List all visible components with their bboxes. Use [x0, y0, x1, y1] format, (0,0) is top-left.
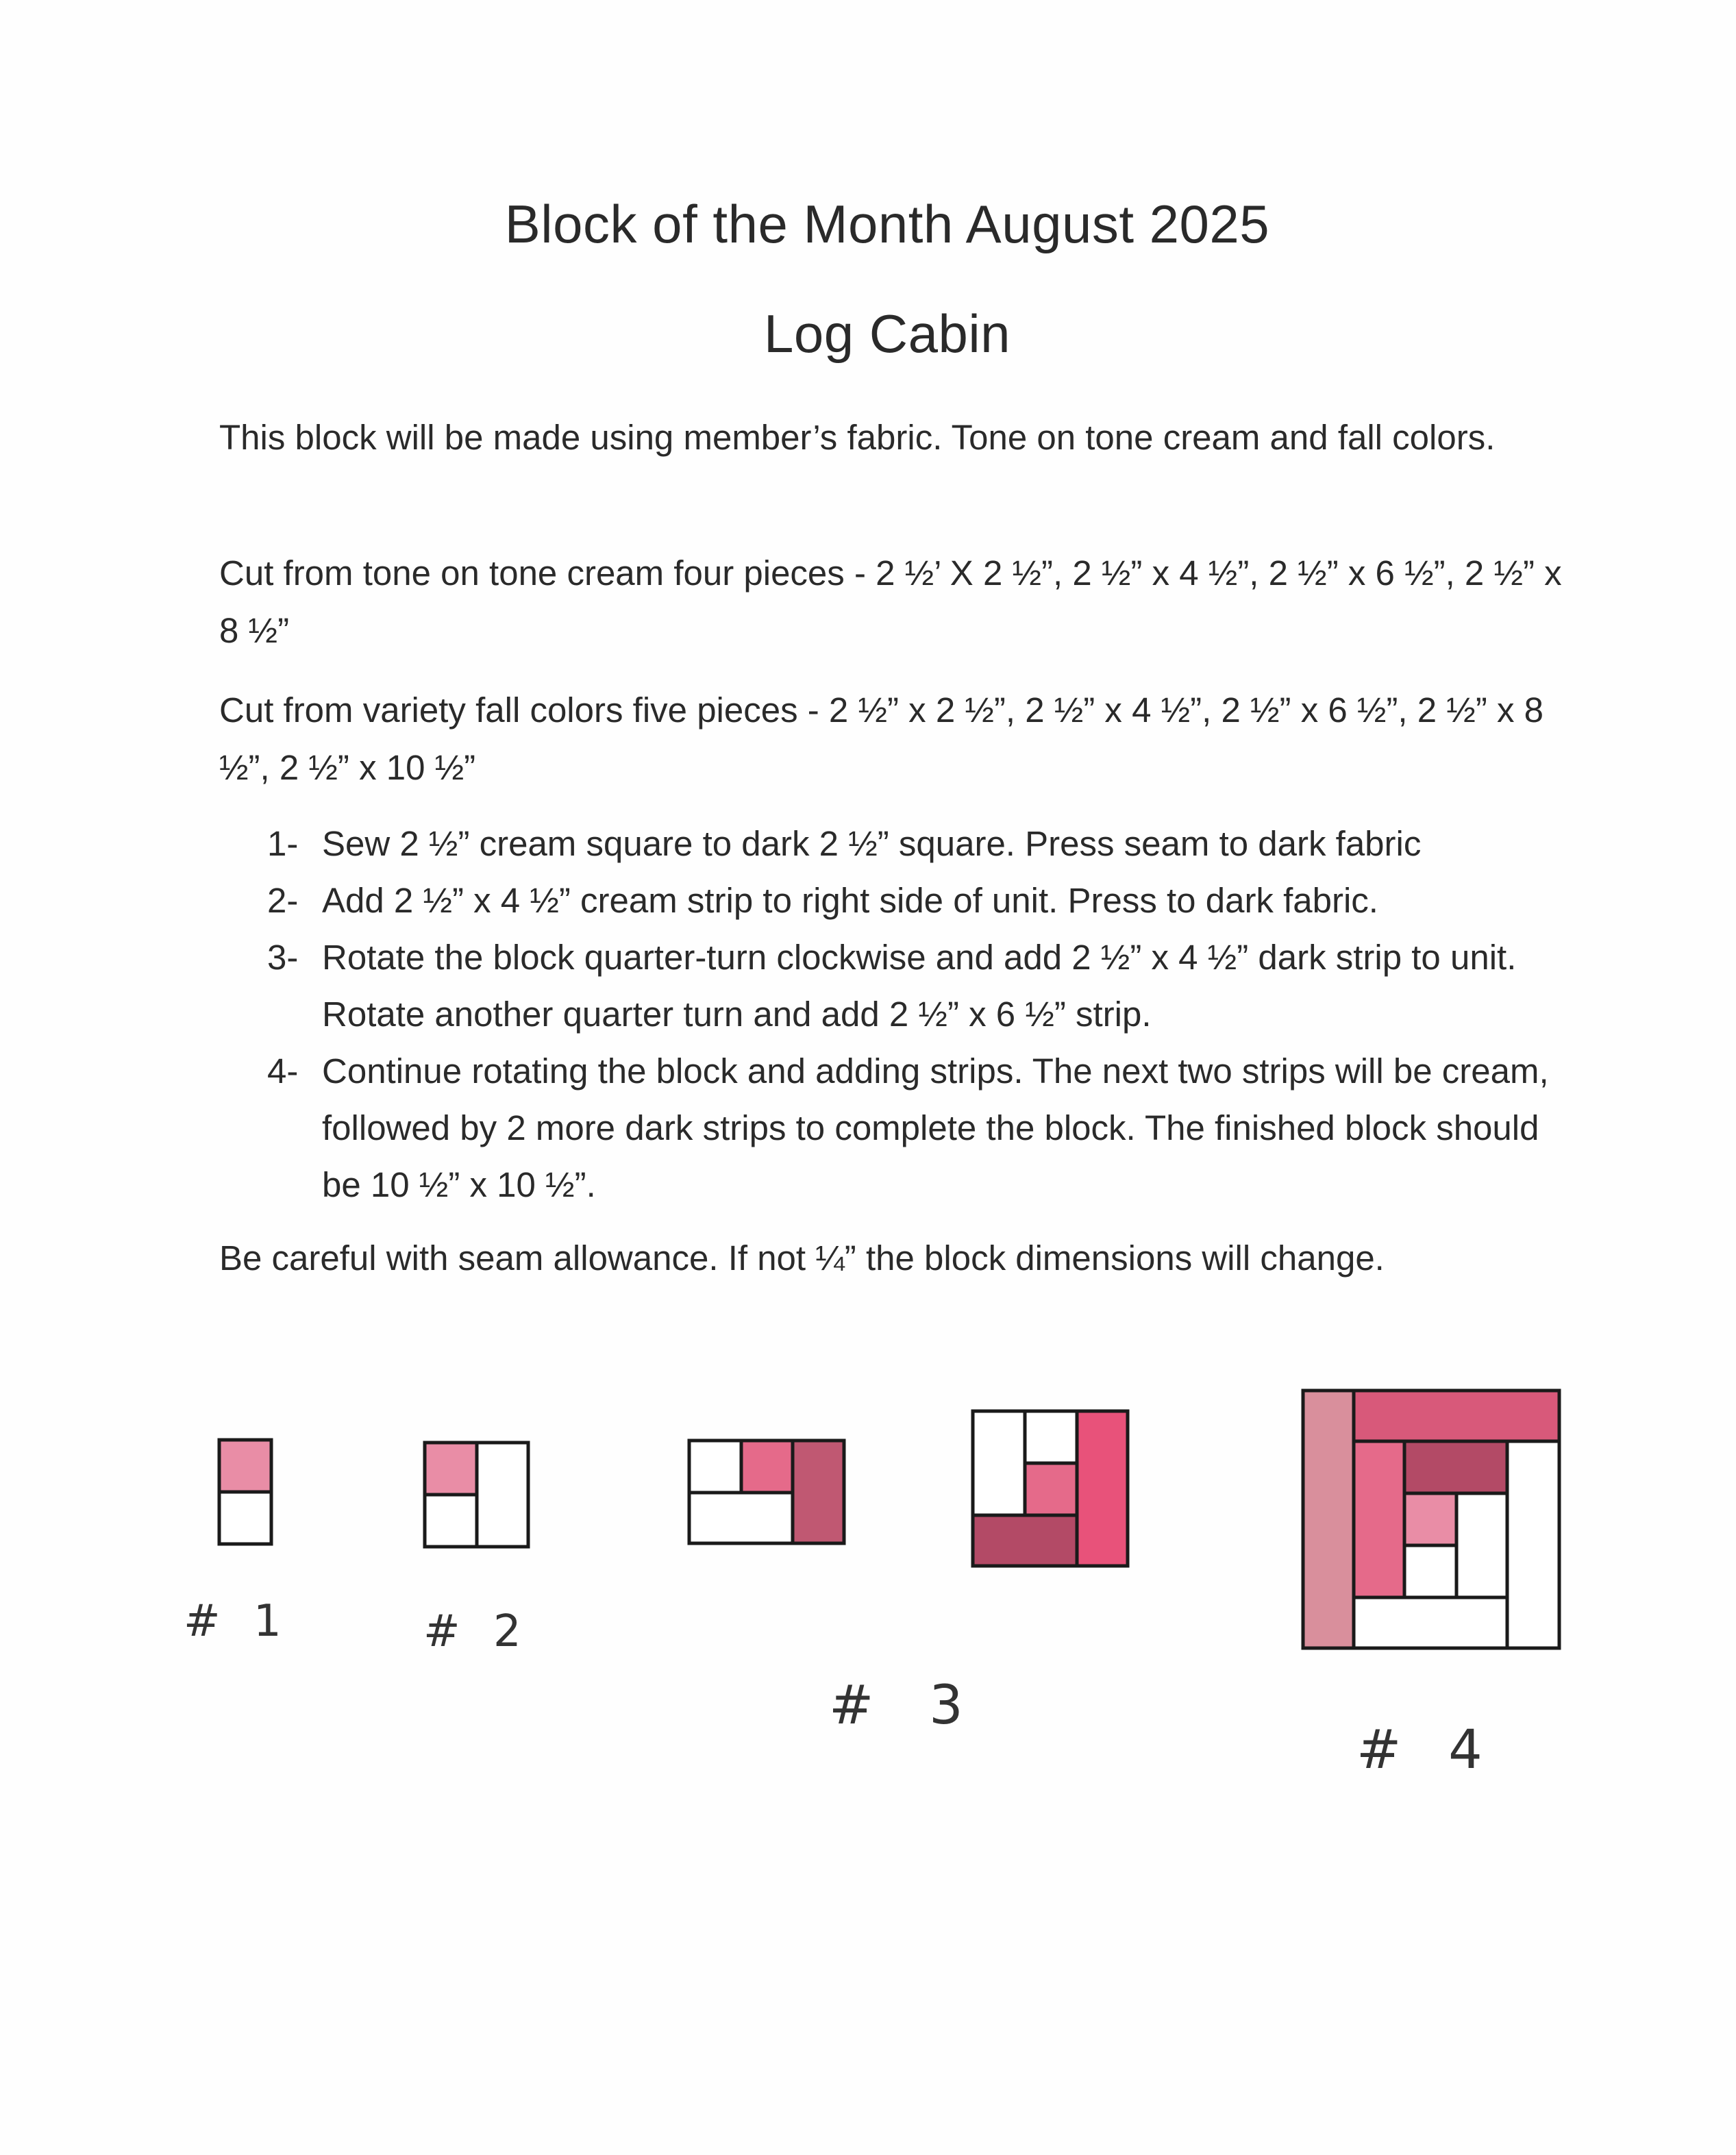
block-diagram-1: [219, 1440, 271, 1544]
dark-strip-left: [1303, 1391, 1354, 1648]
dark-strip-bottom: [973, 1515, 1077, 1566]
cream-strip-bottom: [1354, 1597, 1507, 1648]
block-diagram-2: [425, 1443, 528, 1547]
step-text: Rotate the block quarter-turn clockwise and add 2 ½” x 4 ½” dark strip to unit. Rotate another quarter turn and add 2 ½” x 6 ½” strip.: [322, 938, 1517, 1034]
dark-square: [1025, 1463, 1077, 1515]
dark-strip-top: [1354, 1391, 1559, 1441]
cream-strip-left: [973, 1411, 1025, 1515]
diagram-label-1: # 1: [184, 1596, 291, 1647]
step-text: Sew 2 ½” cream square to dark 2 ½” square. Press seam to dark fabric: [322, 824, 1422, 863]
cream-strip: [477, 1443, 528, 1547]
dark-strip-right: [1077, 1411, 1128, 1566]
block-diagram-3a: [689, 1441, 844, 1543]
cream-strip-inner-right: [1456, 1493, 1507, 1597]
cut-cream-paragraph: Cut from tone on tone cream four pieces - 2 ½’ X 2 ½”, 2 ½” x 4 ½”, 2 ½” x 6 ½”, 2 ½” x 8 ½”: [219, 553, 1562, 650]
dark-square: [219, 1440, 271, 1492]
step-text: Continue rotating the block and adding strips. The next two strips will be cream, followed by 2 more dark strips to complete the block. The finished block should be 10 ½” x 10 ½”.: [322, 1051, 1549, 1204]
block-diagram-4: [1303, 1391, 1559, 1648]
step-number: 2-: [267, 881, 299, 920]
cream-center-square: [1404, 1545, 1456, 1597]
step-text: Add 2 ½” x 4 ½” cream strip to right side of unit. Press to dark fabric.: [322, 881, 1378, 920]
step-number: 3-: [267, 938, 299, 977]
cream-square: [219, 1492, 271, 1544]
page-subtitle: Log Cabin: [763, 303, 1011, 364]
cream-strip: [689, 1493, 793, 1543]
step-number: 1-: [267, 824, 299, 863]
diagram-label-4: # 4: [1356, 1719, 1498, 1781]
intro-paragraph: This block will be made using member’s fabric. Tone on tone cream and fall colors.: [219, 418, 1496, 457]
dark-center-square: [1404, 1493, 1456, 1545]
caution-paragraph: Be careful with seam allowance. If not ¼” the block dimensions will change.: [219, 1238, 1385, 1278]
dark-strip: [793, 1441, 844, 1543]
dark-square: [741, 1441, 793, 1493]
diagram-label-3: # 3: [829, 1675, 982, 1736]
cream-square: [689, 1441, 741, 1493]
step-number: 4-: [267, 1051, 299, 1091]
cream-square: [425, 1495, 477, 1547]
diagram-label-2: # 2: [423, 1606, 531, 1657]
cut-fall-paragraph: Cut from variety fall colors five pieces - 2 ½” x 2 ½”, 2 ½” x 4 ½”, 2 ½” x 6 ½”, 2 ½” x 8 ½”, 2 ½” x 10 ½”: [219, 690, 1544, 787]
dark-strip-inner-top: [1404, 1441, 1507, 1493]
cream-square: [1025, 1411, 1077, 1463]
dark-strip-inner-left: [1354, 1441, 1404, 1597]
dark-square: [425, 1443, 477, 1495]
cream-strip-right: [1507, 1441, 1559, 1648]
block-diagram-3b: [973, 1411, 1128, 1566]
page-title: Block of the Month August 2025: [504, 194, 1270, 254]
